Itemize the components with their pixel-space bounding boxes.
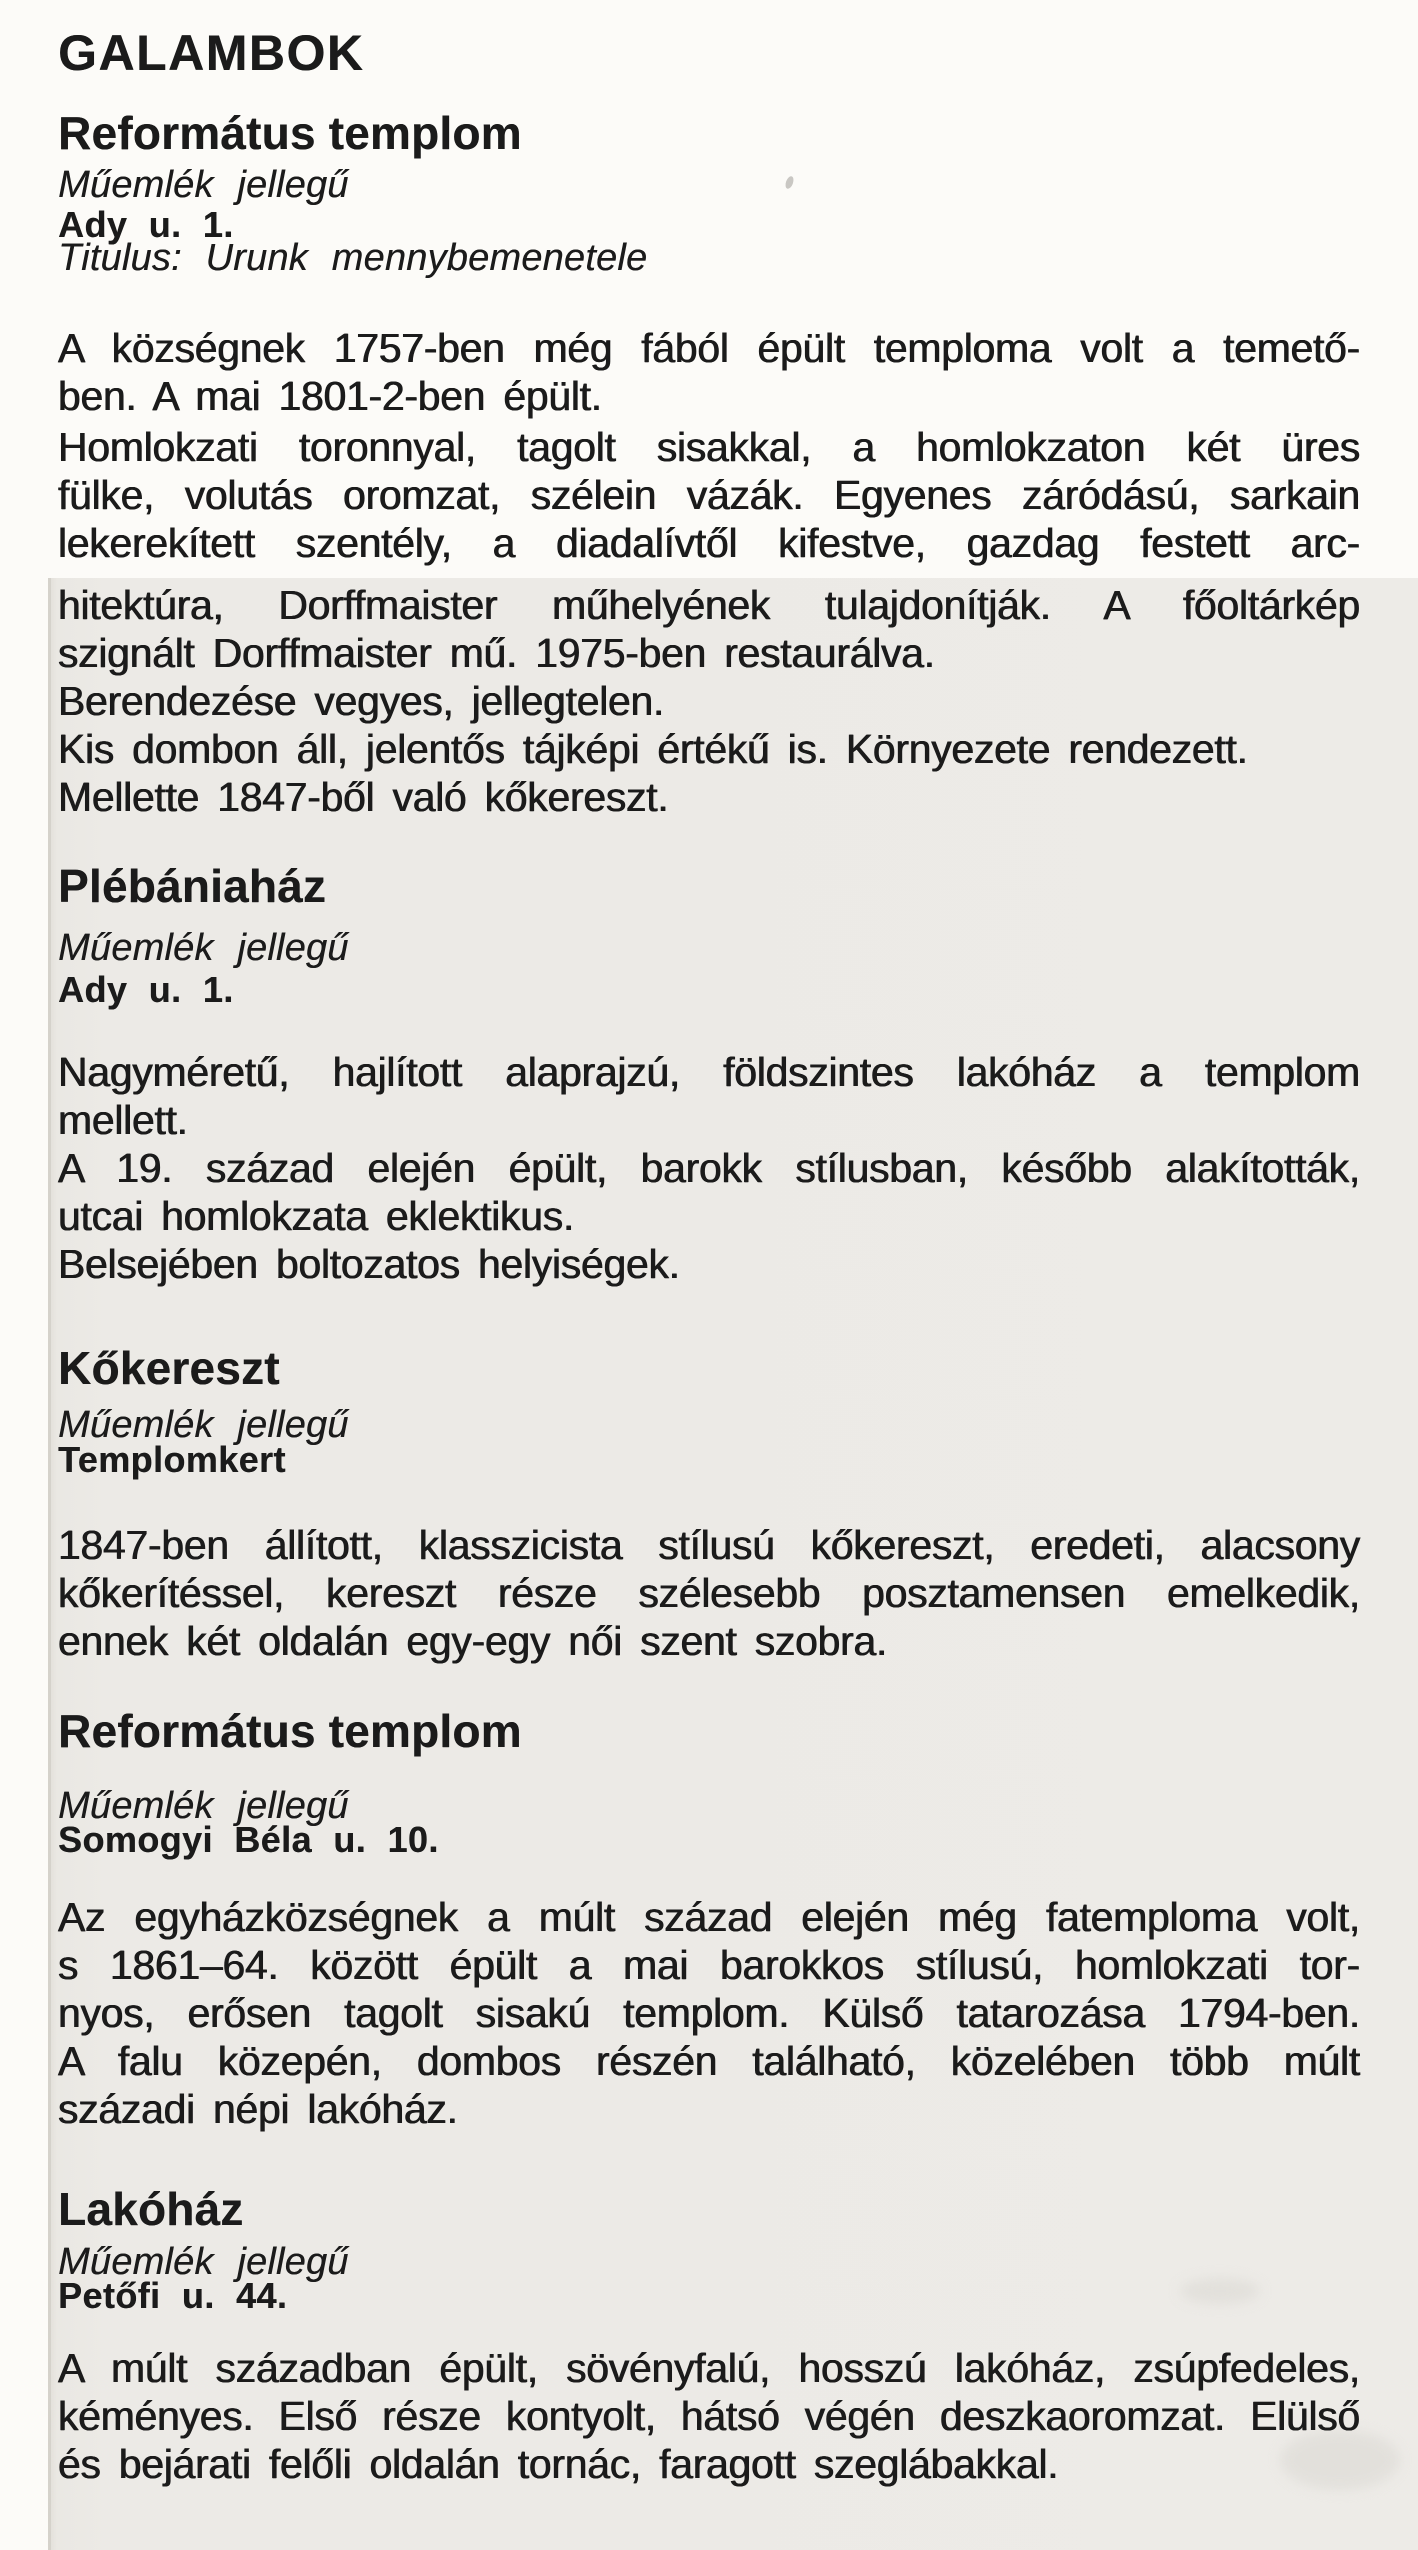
body-line: Belsejében boltozatos helyiségek. <box>58 1241 680 1287</box>
section-heading: Református templom <box>58 1705 522 1757</box>
body-line: Az egyházközségnek a múlt század elején még fatemploma volt, <box>58 1894 1360 1940</box>
body-line: hitektúra, Dorffmaister műhelyének tulajdonítják. A főoltárkép <box>58 582 1360 628</box>
paragraph <box>58 423 1360 567</box>
body-line: Nagyméretű, hajlított alaprajzú, földszintes lakóház a templom <box>58 1049 1360 1095</box>
address-line: Ady u. 1. <box>58 969 234 1010</box>
body-line: Berendezése vegyes, jellegtelen. <box>58 678 665 724</box>
designation-line: Műemlék jellegű <box>58 2241 349 2283</box>
body-line: századi népi lakóház. <box>58 2086 458 2132</box>
address-line: Somogyi Béla u. 10. <box>58 1819 439 1860</box>
page-title: GALAMBOK <box>58 25 365 81</box>
paragraph <box>58 1521 1360 1665</box>
section-heading: Református templom <box>58 107 522 159</box>
body-line: s 1861–64. között épült a mai barokkos stílusú, homlokzati tor- <box>58 1942 1360 1988</box>
body-line: 1847-ben állított, klasszicista stílusú kőkereszt, eredeti, alacsony <box>58 1522 1360 1568</box>
scan-speck <box>784 175 795 190</box>
address-line: Ady u. 1. <box>58 204 234 245</box>
section-heading: Lakóház <box>58 2183 244 2235</box>
body-line: Mellette 1847-ből való kőkereszt. <box>58 774 669 820</box>
designation-line: Műemlék jellegű <box>58 164 349 206</box>
body-line: ben. A mai 1801-2-ben épült. <box>58 373 602 419</box>
body-line: Kis dombon áll, jelentős tájképi értékű is. Környezete rendezett. <box>58 726 1248 772</box>
body-line: ennek két oldalán egy-egy női szent szobra. <box>58 1618 888 1664</box>
body-line: A községnek 1757-ben még fából épült temploma volt a temető- <box>58 325 1360 371</box>
body-line: A falu közepén, dombos részén található, közelében több múlt <box>58 2038 1360 2084</box>
body-line: Homlokzati toronnyal, tagolt sisakkal, a homlokzaton két üres <box>58 424 1360 470</box>
scan-smudge <box>1180 2278 1260 2304</box>
designation-line: Műemlék jellegű <box>58 1785 349 1827</box>
body-line: kőkerítéssel, kereszt része szélesebb posztamensen emelkedik, <box>58 1570 1360 1616</box>
body-line: kéményes. Első része kontyolt, hátsó végén deszkaoromzat. Elülső <box>58 2393 1360 2439</box>
body-line: utcai homlokzata eklektikus. <box>58 1193 575 1239</box>
address-line: Petőfi u. 44. <box>58 2275 288 2316</box>
paragraph <box>58 324 1360 420</box>
body-line: fülke, volutás oromzat, szélein vázák. Egyenes záródású, sarkain <box>58 472 1360 518</box>
paragraph <box>58 1048 1360 1288</box>
address-line: Templomkert <box>58 1439 286 1480</box>
body-line: A múlt században épült, sövényfalú, hosszú lakóház, zsúpfedeles, <box>58 2345 1360 2391</box>
body-line: nyos, erősen tagolt sisakú templom. Külső tatarozása 1794-ben. <box>58 1990 1360 2036</box>
body-line: szignált Dorffmaister mű. 1975-ben restaurálva. <box>58 630 935 676</box>
paragraph <box>58 1893 1360 2133</box>
body-line: lekerekített szentély, a diadalívtől kifestve, gazdag festett arc- <box>58 520 1360 566</box>
section-heading: Plébániaház <box>58 860 327 912</box>
paragraph <box>58 581 1360 821</box>
paragraph <box>58 2344 1360 2488</box>
body-line: A 19. század elején épült, barokk stílusban, később alakították, <box>58 1145 1360 1191</box>
body-line: mellett. <box>58 1097 188 1143</box>
body-line: és bejárati felőli oldalán tornác, faragott szeglábakkal. <box>58 2441 1059 2487</box>
designation-line: Műemlék jellegű <box>58 1404 349 1446</box>
titulus-line: Titulus: Urunk mennybemenetele <box>58 237 648 279</box>
section-heading: Kőkereszt <box>58 1342 280 1394</box>
designation-line: Műemlék jellegű <box>58 927 349 969</box>
